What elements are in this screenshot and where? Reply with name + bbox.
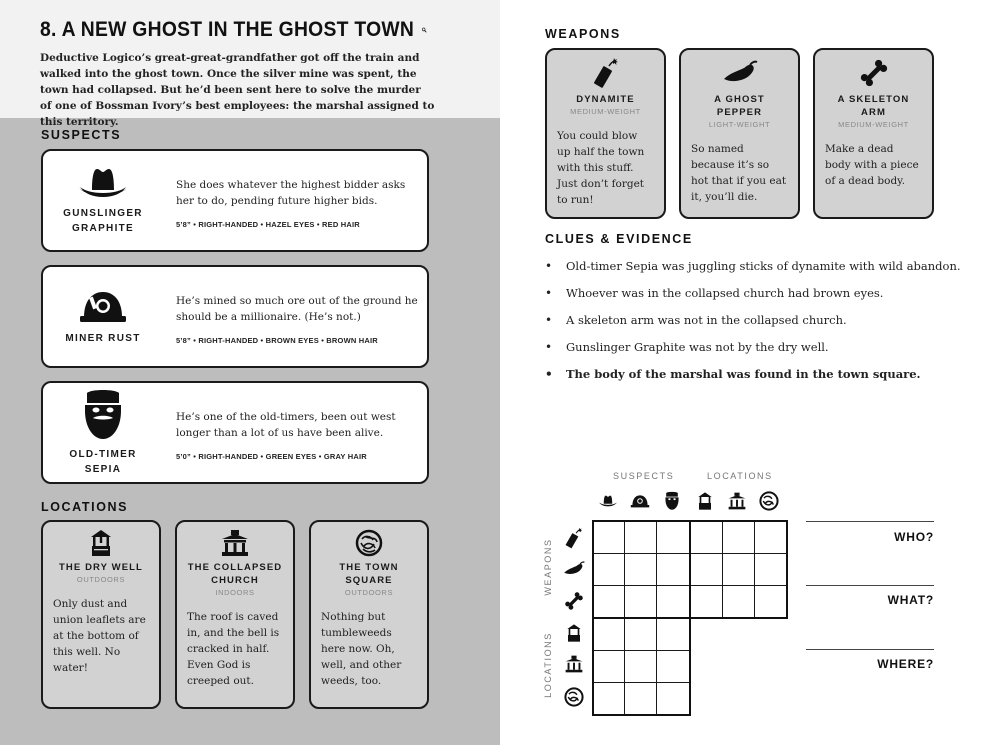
- dynamite-icon: [593, 57, 619, 89]
- weapon-description: You could blow up half the town with this stuff. Just don’t forget to run!: [557, 130, 645, 206]
- who-answer-line[interactable]: [806, 521, 934, 522]
- weapon-name: DYNAMITE: [576, 94, 635, 105]
- suspect-stats: 5’0” • RIGHT-HANDED • GREEN EYES • GRAY HAIR: [176, 452, 367, 461]
- location-description: Nothing but tumbleweeds here now. Oh, well, and other weeds, too.: [321, 611, 402, 687]
- weapon-weight: LIGHT-WEIGHT: [708, 120, 771, 129]
- puzzle-title-text: 8. A NEW GHOST IN THE GHOST TOWN: [40, 18, 415, 41]
- suspect-name: MINER RUST: [65, 333, 141, 344]
- bone-icon: [859, 58, 889, 88]
- suspect-card-rust: [41, 265, 429, 368]
- pepper-icon: [722, 59, 758, 87]
- location-setting: OUTDOORS: [344, 588, 394, 597]
- where-label: WHERE?: [877, 657, 934, 671]
- location-card-town-square: [309, 520, 429, 709]
- location-name: THE COLLAPSED CHURCH: [187, 562, 283, 586]
- church-icon: [220, 529, 250, 557]
- suspect-name: OLD-TIMER SEPIA: [69, 448, 137, 475]
- location-description: The roof is caved in, and the bell is cracked in half. Even God is creeped out.: [187, 611, 280, 687]
- weapon-weight: MEDIUM-WEIGHT: [838, 120, 909, 129]
- tumbleweed-icon: [355, 529, 383, 557]
- location-card-dry-well: [41, 520, 161, 709]
- weapon-card-ghost-pepper: [679, 48, 800, 219]
- clues-heading: CLUES & EVIDENCE: [545, 232, 693, 246]
- intro-text: Deductive Logico’s great-great-grandfather got off the train and walked into the ghost town. Once the silver mine was spent, the town had collapsed. But he’d been sent here to solve the murder of one of Bossman Ivory’s best employees: the marshal assigned to this territory.: [40, 52, 435, 128]
- clue-item: • Old-timer Sepia was juggling sticks of dynamite with wild abandon.: [545, 258, 965, 285]
- grid-label-suspects: SUSPECTS: [613, 471, 675, 481]
- church-icon: [563, 653, 585, 675]
- bone-icon: [563, 590, 585, 612]
- location-description: Only dust and union leaflets are at the bottom of this well. No water!: [53, 598, 146, 674]
- pepper-icon: [563, 558, 585, 580]
- grid-label-locations: LOCATIONS: [707, 471, 773, 481]
- tumbleweed-icon: [563, 686, 585, 708]
- logic-grid: [592, 520, 788, 716]
- well-icon: [89, 529, 113, 557]
- weapon-card-skeleton-arm: [813, 48, 934, 219]
- puzzle-title: [40, 18, 426, 42]
- location-setting: OUTDOORS: [76, 575, 126, 584]
- bearded-man-icon: [661, 490, 683, 512]
- miner-helmet-icon: [629, 490, 651, 512]
- suspect-card-sepia: [41, 381, 429, 484]
- miner-helmet-icon: [78, 287, 128, 325]
- weapon-weight: MEDIUM-WEIGHT: [570, 107, 641, 116]
- grid-label-locations-side: LOCATIONS: [543, 632, 553, 698]
- what-answer-line[interactable]: [806, 585, 934, 586]
- clue-item: • Whoever was in the collapsed church had brown eyes.: [545, 285, 965, 312]
- suspects-heading: SUSPECTS: [41, 128, 122, 142]
- grid-label-weapons-side: WEAPONS: [543, 538, 553, 596]
- where-answer-line[interactable]: [806, 649, 934, 650]
- well-icon: [563, 622, 585, 644]
- weapon-description: So named because it’s so hot that if you eat it, you’ll die.: [691, 143, 787, 203]
- bearded-man-icon: [81, 389, 125, 441]
- well-icon: [694, 490, 716, 512]
- cowboy-hat-icon: [77, 166, 129, 200]
- suspect-name: GUNSLINGER GRAPHITE: [63, 207, 143, 234]
- title-band: [0, 0, 500, 128]
- suspect-description: She does whatever the highest bidder asks her to do, pending future higher bids.: [176, 179, 406, 207]
- suspect-stats: 5’8” • RIGHT-HANDED • BROWN EYES • BROWN HAIR: [176, 336, 378, 345]
- weapon-description: Make a dead body with a piece of a dead body.: [825, 143, 919, 187]
- suspect-description: He’s mined so much ore out of the ground he should be a millionaire. (He’s not.): [176, 295, 418, 323]
- location-name: THE TOWN SQUARE: [339, 562, 399, 586]
- church-icon: [726, 490, 748, 512]
- clues-list: [545, 258, 965, 393]
- location-card-collapsed-church: [175, 520, 295, 709]
- locations-heading: LOCATIONS: [41, 500, 129, 514]
- weapon-name: A GHOST PEPPER: [714, 94, 765, 118]
- clue-item: • A skeleton arm was not in the collapsed church.: [545, 312, 965, 339]
- location-setting: INDOORS: [215, 588, 255, 597]
- cowboy-hat-icon: [597, 490, 619, 512]
- magnifier-icon: [421, 21, 426, 39]
- weapon-card-dynamite: [545, 48, 666, 219]
- suspect-description: He’s one of the old-timers, been out west longer than a lot of us have been alive.: [176, 411, 396, 439]
- clue-item-key: • The body of the marshal was found in the town square.: [545, 366, 965, 393]
- suspect-card-graphite: [41, 149, 429, 252]
- tumbleweed-icon: [758, 490, 780, 512]
- who-label: WHO?: [894, 530, 934, 544]
- dynamite-icon: [563, 527, 585, 549]
- what-label: WHAT?: [887, 593, 934, 607]
- suspect-stats: 5’8” • RIGHT-HANDED • HAZEL EYES • RED HAIR: [176, 220, 360, 229]
- weapon-name: A SKELETON ARM: [837, 94, 910, 118]
- clue-item: • Gunslinger Graphite was not by the dry well.: [545, 339, 965, 366]
- location-name: THE DRY WELL: [59, 562, 143, 573]
- weapons-heading: WEAPONS: [545, 27, 621, 41]
